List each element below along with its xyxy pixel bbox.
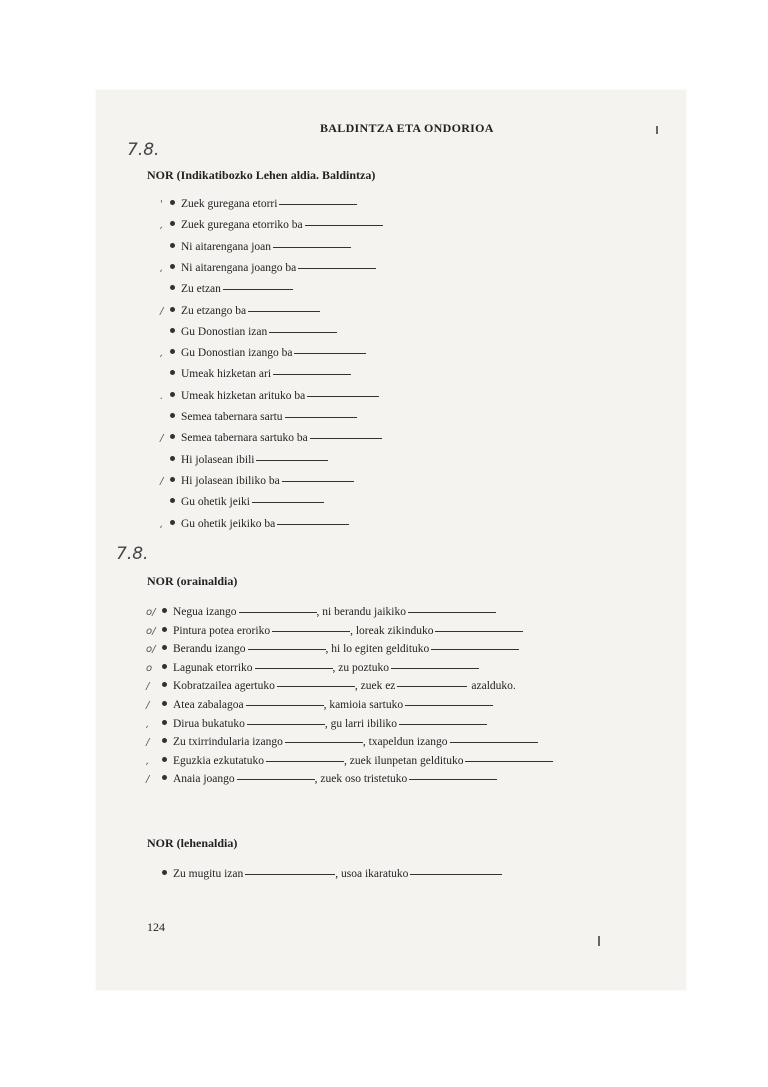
answer-blank[interactable] — [405, 704, 493, 706]
result-suffix-text: azalduko. — [471, 680, 516, 693]
exercise-line — [162, 606, 496, 618]
exercise-text: Zuek guregana etorri — [181, 198, 278, 210]
answer-blank[interactable] — [272, 630, 350, 632]
answer-blank[interactable] — [256, 459, 328, 461]
row-tick-mark: / — [146, 737, 150, 749]
result-text: , gu larri ibiliko — [324, 717, 398, 730]
bullet-icon — [170, 370, 175, 375]
exercise-line — [162, 699, 493, 711]
answer-blank[interactable] — [273, 246, 351, 248]
handwritten-note-top: 7.8. — [127, 140, 160, 160]
result-text: , ni berandu jaikiko — [316, 606, 406, 618]
result-text: , kamioia sartuko — [323, 699, 404, 711]
answer-blank[interactable] — [279, 203, 357, 205]
exercise-text: Semea tabernara sartu — [181, 411, 283, 423]
bullet-icon — [162, 870, 167, 875]
bullet-icon — [170, 243, 175, 248]
row-tick-mark: . — [160, 390, 164, 402]
result-text: , zuek ez — [354, 680, 396, 693]
answer-blank[interactable] — [285, 416, 357, 418]
answer-blank[interactable] — [273, 373, 351, 375]
bullet-icon — [162, 738, 167, 743]
answer-blank[interactable] — [399, 723, 487, 725]
condition-text: Dirua bukatuko — [173, 717, 245, 730]
bullet-icon — [170, 349, 175, 354]
row-tick-mark: / — [160, 475, 164, 487]
bullet-icon — [170, 456, 175, 461]
row-tick-mark: , — [160, 348, 164, 360]
row-tick-mark: / — [146, 774, 150, 786]
answer-blank[interactable] — [285, 741, 363, 743]
answer-blank[interactable] — [465, 760, 553, 762]
result-text: , zuek ilunpetan geldituko — [344, 754, 464, 767]
page-number: 124 — [147, 920, 165, 934]
bullet-icon — [162, 627, 167, 632]
exercise-line — [170, 326, 337, 338]
row-tick-mark: , — [160, 518, 164, 530]
condition-text: Zu txirrindularia izango — [173, 736, 283, 749]
bullet-icon — [162, 664, 167, 669]
bullet-icon — [170, 413, 175, 418]
result-text: , txapeldun izango — [362, 736, 448, 749]
answer-blank[interactable] — [246, 704, 324, 706]
condition-text: Kobratzailea agertuko — [173, 680, 275, 693]
bullet-icon — [170, 520, 175, 525]
answer-blank[interactable] — [247, 723, 325, 725]
row-tick-mark: , — [160, 220, 164, 232]
answer-blank[interactable] — [255, 667, 333, 669]
bullet-icon — [170, 200, 175, 205]
exercise-line — [162, 643, 519, 655]
bullet-icon — [170, 264, 175, 269]
section-title-3: NOR (lehenaldia) — [147, 836, 238, 850]
answer-blank[interactable] — [435, 630, 523, 632]
bullet-icon — [162, 701, 167, 706]
condition-text: Atea zabalagoa — [173, 699, 244, 711]
row-tick-mark: o/ — [146, 607, 156, 618]
exercise-line — [170, 368, 351, 380]
exercise-text: Gu Donostian izango ba — [181, 347, 293, 360]
result-text: , hi lo egiten gelditukо — [325, 643, 430, 656]
result-text: , zu poztuko — [332, 661, 390, 674]
row-tick-mark: , — [146, 718, 150, 730]
exercise-text: Gu ohetik jeiki — [181, 496, 250, 509]
row-tick-mark: ' — [160, 199, 163, 210]
condition-text: Zu mugitu izan — [173, 868, 244, 880]
answer-blank[interactable] — [310, 437, 382, 439]
exercise-line — [170, 241, 351, 253]
exercise-text: Hi jolasean ibili — [181, 453, 255, 466]
answer-blank[interactable] — [237, 778, 315, 780]
answer-blank[interactable] — [266, 760, 344, 762]
condition-text: Pintura potea eroriko — [173, 624, 271, 637]
answer-blank[interactable] — [450, 741, 538, 743]
answer-blank[interactable] — [252, 501, 324, 503]
exercise-text: Umeak hizketan arituko ba — [181, 389, 306, 402]
exercise-line — [162, 718, 487, 730]
answer-blank[interactable] — [248, 310, 320, 312]
exercise-text: Zu etzango ba — [181, 304, 247, 317]
bullet-icon — [162, 682, 167, 687]
section-title-2: NOR (orainaldia) — [147, 574, 238, 588]
row-tick-mark: o/ — [146, 644, 156, 656]
answer-blank[interactable] — [294, 352, 366, 354]
answer-blank[interactable] — [397, 685, 467, 687]
answer-blank[interactable] — [282, 480, 354, 482]
exercise-line — [162, 662, 479, 674]
answer-blank[interactable] — [248, 648, 326, 650]
row-tick-mark: / — [160, 305, 164, 317]
result-text: , zuek oso tristetuko — [314, 773, 408, 786]
exercise-line — [170, 283, 293, 295]
exercise-line — [162, 625, 523, 637]
answer-blank[interactable] — [410, 873, 502, 875]
handwritten-note-middle: 7.8. — [116, 544, 149, 564]
exercise-text: Zuek guregana etorriko ba — [181, 219, 303, 232]
scan-speck — [656, 126, 658, 134]
exercise-text: Semea tabernara sartuko ba — [181, 432, 308, 445]
exercise-text: Ni aitarengana joango ba — [181, 261, 297, 274]
answer-blank[interactable] — [223, 288, 293, 290]
result-text: , loreak zikinduko — [350, 624, 434, 637]
result-text: , usoa ikaratuko — [335, 868, 409, 880]
answer-blank[interactable] — [408, 611, 496, 613]
condition-text: Anaia joango — [173, 773, 235, 786]
row-tick-mark: o — [146, 662, 153, 674]
exercise-text: Gu Donostian izan — [181, 325, 268, 338]
exercise-line — [170, 390, 379, 402]
bullet-icon — [170, 328, 175, 333]
bullet-icon — [170, 307, 175, 312]
exercise-line — [170, 198, 357, 210]
exercise-line — [162, 773, 497, 785]
bullet-icon — [170, 477, 175, 482]
answer-blank[interactable] — [431, 648, 519, 650]
bullet-icon — [162, 645, 167, 650]
exercise-line — [170, 347, 366, 359]
answer-blank[interactable] — [277, 523, 349, 525]
row-tick-mark: / — [146, 681, 150, 693]
exercise-line — [170, 305, 320, 317]
row-tick-mark: , — [160, 262, 164, 274]
bullet-icon — [162, 757, 167, 762]
exercise-text: Ni aitarengana joan — [181, 240, 272, 253]
row-tick-mark: / — [160, 433, 164, 445]
row-tick-mark: , — [146, 755, 150, 767]
page-title: BALDINTZA ETA ONDORIOA — [320, 121, 494, 135]
section-title-1: NOR (Indikatibozko Lehen aldia. Baldintza) — [147, 168, 376, 182]
answer-blank[interactable] — [239, 611, 317, 613]
answer-blank[interactable] — [409, 778, 497, 780]
exercise-line — [170, 454, 328, 466]
exercise-line — [170, 518, 349, 530]
condition-text: Lagunak etorriko — [173, 661, 253, 674]
exercise-line — [162, 736, 538, 748]
exercise-text: Zu etzan — [181, 283, 221, 296]
bullet-icon — [162, 720, 167, 725]
scan-speck — [598, 936, 600, 946]
answer-blank[interactable] — [391, 667, 479, 669]
bullet-icon — [162, 775, 167, 780]
bullet-icon — [170, 285, 175, 290]
answer-blank[interactable] — [269, 331, 337, 333]
condition-text: Berandu izango — [173, 643, 246, 656]
exercise-line — [170, 219, 383, 231]
exercise-text: Umeak hizketan ari — [181, 368, 272, 381]
row-tick-mark: o/ — [146, 625, 156, 637]
exercise-line — [162, 680, 516, 692]
exercise-line — [170, 411, 357, 423]
exercise-line — [170, 496, 324, 508]
bullet-icon — [170, 434, 175, 439]
exercise-line — [162, 755, 553, 767]
answer-blank[interactable] — [277, 685, 355, 687]
exercise-text: Gu ohetik jeikiko ba — [181, 517, 276, 530]
exercise-line — [170, 475, 354, 487]
answer-blank[interactable] — [307, 395, 379, 397]
bullet-icon — [170, 498, 175, 503]
condition-text: Eguzkia ezkutatuko — [173, 754, 265, 767]
exercise-line — [162, 868, 502, 880]
row-tick-mark: / — [146, 700, 150, 711]
bullet-icon — [162, 608, 167, 613]
bullet-icon — [170, 392, 175, 397]
answer-blank[interactable] — [298, 267, 376, 269]
bullet-icon — [170, 221, 175, 226]
exercise-line — [170, 262, 376, 274]
condition-text: Negua izango — [173, 606, 237, 618]
exercise-text: Hi jolasean ibiliko ba — [181, 474, 280, 487]
exercise-line — [170, 432, 382, 444]
answer-blank[interactable] — [245, 873, 335, 875]
answer-blank[interactable] — [305, 224, 383, 226]
